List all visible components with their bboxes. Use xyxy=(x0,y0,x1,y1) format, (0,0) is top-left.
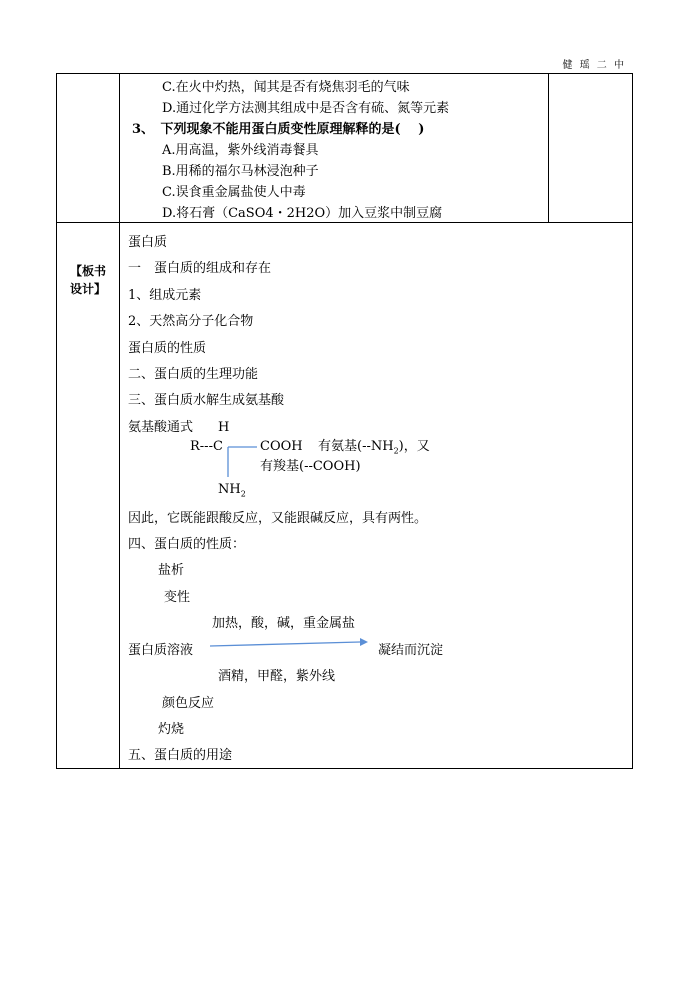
section-1-2: 2、天然高分子化合物 xyxy=(128,314,254,329)
board-title: 蛋白质 xyxy=(128,235,168,250)
formula-label: 氨基酸通式 xyxy=(128,420,194,435)
questions-cell xyxy=(120,74,549,223)
q3-option-a: A.用高温，紫外线消毒餐具 xyxy=(162,143,319,158)
salting-out: 盐析 xyxy=(158,563,185,578)
section-1: 一 蛋白质的组成和存在 xyxy=(128,261,272,276)
conditions-below: 酒精，甲醛，紫外线 xyxy=(218,669,336,684)
formula-cooh: COOH xyxy=(260,439,303,454)
right-cell-top xyxy=(549,74,633,223)
option-d: D.通过化学方法测其组成中是否含有硫、氮等元素 xyxy=(162,101,450,116)
formula-bonds xyxy=(215,437,265,487)
q3-option-b: B.用稀的福尔马林浸泡种子 xyxy=(162,164,319,179)
formula-note-2: 有羧基(--COOH) xyxy=(260,459,361,474)
left-cell-top xyxy=(57,74,120,223)
q3-option-c: C.误食重金属盐使人中毒 xyxy=(162,185,306,200)
lesson-table xyxy=(56,73,633,769)
conditions-above: 加热，酸，碱，重金属盐 xyxy=(212,616,356,631)
question-3: 3、 下列现象不能用蛋白质变性原理解释的是( ) xyxy=(132,122,425,137)
section-5: 五、蛋白质的用途 xyxy=(128,748,233,763)
board-label-1: 【板书 xyxy=(69,264,106,278)
reaction-arrow xyxy=(210,636,370,652)
section-3: 三、蛋白质水解生成氨基酸 xyxy=(128,393,285,408)
board-label-2: 设计】 xyxy=(69,282,106,296)
q3-option-d: D.将石膏（CaSO4・2H2O）加入豆浆中制豆腐 xyxy=(162,206,443,221)
coagulation-result: 凝结而沉淀 xyxy=(378,643,444,658)
formula-r: R---C xyxy=(190,439,223,454)
board-design-cell xyxy=(120,223,633,769)
school-header: 健 瑶 二 中 xyxy=(562,60,626,71)
formula-h: H xyxy=(218,420,230,435)
section-2: 二、蛋白质的生理功能 xyxy=(128,367,259,382)
burning: 灼烧 xyxy=(158,722,185,737)
section-1-1: 1、组成元素 xyxy=(128,288,202,303)
color-reaction: 颜色反应 xyxy=(162,696,215,711)
formula-nh2: $NH_2$ xyxy=(218,482,246,499)
protein-solution: 蛋白质溶液 xyxy=(128,643,194,658)
section-4: 四、蛋白质的性质： xyxy=(128,537,246,552)
option-c: C.在火中灼热，闻其是否有烧焦羽毛的气味 xyxy=(162,80,410,95)
board-label-cell xyxy=(57,223,120,769)
denaturation: 变性 xyxy=(164,590,191,605)
section-properties: 蛋白质的性质 xyxy=(128,341,207,356)
formula-note-1: 有氨基$(--NH_2)$，又 xyxy=(318,439,430,456)
amphoteric-text: 因此，它既能跟酸反应，又能跟碱反应，具有两性。 xyxy=(128,511,428,526)
